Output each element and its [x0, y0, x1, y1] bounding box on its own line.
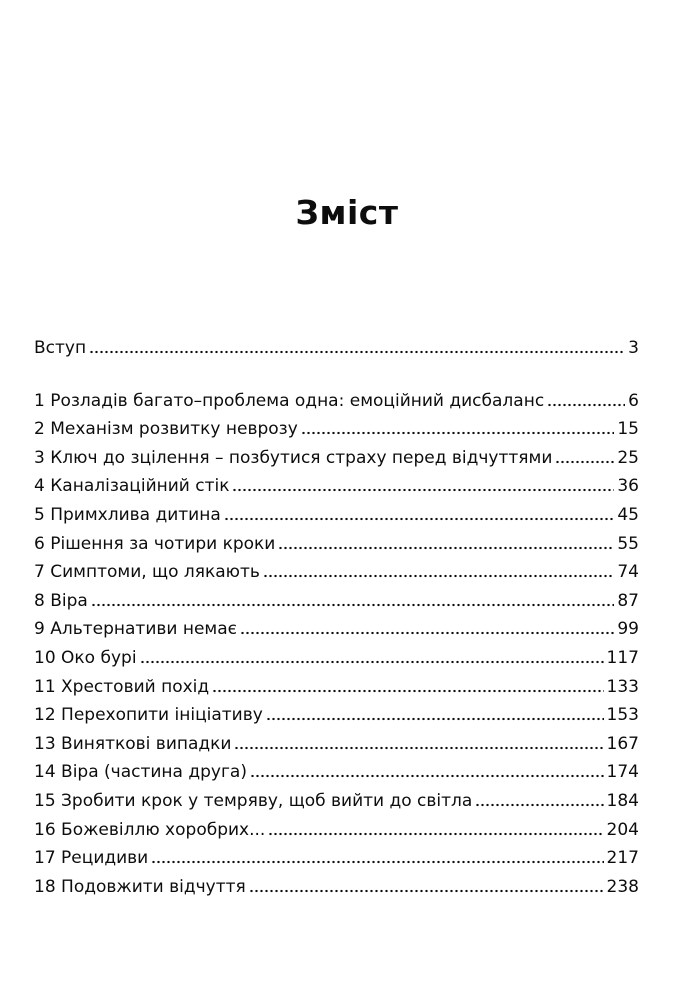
dot-leader [249, 876, 604, 893]
toc-entry-page: 153 [606, 705, 639, 726]
toc-entry-label: 3 Ключ до зцілення – позбутися страху перед відчуттями [34, 447, 553, 468]
toc-entry-label: 14 Віра (частина друга) [34, 762, 247, 783]
toc-entry [34, 818, 639, 847]
toc-entry-label: 8 Віра [34, 590, 88, 611]
toc-entry-page: 55 [617, 533, 639, 554]
dot-leader [224, 504, 615, 521]
toc-entry-page: 133 [606, 676, 639, 697]
toc-entry [34, 675, 639, 704]
toc-entry-label: 10 Око бурі [34, 647, 137, 668]
toc-entry [34, 789, 639, 818]
dot-leader [301, 418, 615, 435]
toc-entry [34, 703, 639, 732]
toc-entry-label: 2 Механізм розвитку неврозу [34, 419, 298, 440]
dot-leader [278, 533, 614, 550]
toc-entry-label: 6 Рішення за чотири кроки [34, 533, 276, 554]
toc-entry [34, 617, 639, 646]
toc-entry-label: Вступ [34, 338, 87, 358]
toc-entry [34, 532, 639, 561]
page-title: Зміст [295, 193, 399, 232]
toc-entry-page: 25 [617, 447, 639, 468]
toc-entry-page: 217 [606, 848, 639, 869]
toc-entry [34, 846, 639, 875]
toc-entry [34, 646, 639, 675]
toc-entry [34, 589, 639, 618]
dot-leader [547, 390, 625, 407]
dot-leader [89, 337, 625, 354]
toc-entry [34, 760, 639, 789]
toc-entry-label: 4 Каналізаційний стік [34, 476, 230, 497]
toc-entry-label: 13 Виняткові випадки [34, 733, 232, 754]
dot-leader [232, 475, 614, 492]
dot-leader [475, 790, 603, 807]
dot-leader [212, 676, 603, 693]
dot-leader [234, 733, 603, 750]
toc-entry-page: 184 [606, 790, 639, 811]
toc-entry [34, 875, 639, 904]
dot-leader [140, 647, 604, 664]
toc-entry-page: 204 [606, 819, 639, 840]
toc-entry-page: 117 [606, 647, 639, 668]
dot-leader [91, 590, 615, 607]
toc-entry-label: 1 Розладів багато–проблема одна: емоційний дисбаланс [34, 390, 545, 411]
toc-entry [34, 503, 639, 532]
toc-entry-page: 3 [628, 338, 639, 358]
dot-leader [266, 704, 604, 721]
toc-entry-page: 167 [606, 733, 639, 754]
toc-entry-label: 9 Альтернативи немає [34, 619, 237, 640]
toc-entry-label: 5 Примхлива дитина [34, 504, 221, 525]
toc-entry [34, 389, 639, 418]
dot-leader [240, 618, 614, 635]
toc-entry [34, 417, 639, 446]
toc-entry-page: 99 [617, 619, 639, 640]
toc-entry-label: 16 Божевіллю хоробрих... [34, 819, 266, 840]
toc-entry-page: 87 [617, 590, 639, 611]
toc-entry-label: 11 Хрестовий похід [34, 676, 210, 697]
toc-entry-label: 12 Перехопити ініціативу [34, 705, 263, 726]
toc-entry-label: 15 Зробити крок у темряву, щоб вийти до світла [34, 790, 473, 811]
toc-entry-page: 15 [617, 419, 639, 440]
toc-entry [34, 732, 639, 761]
dot-leader [268, 819, 603, 836]
toc-entry [34, 474, 639, 503]
toc-entry [34, 446, 639, 475]
toc-entry-intro [34, 336, 639, 365]
toc-entry-page: 45 [617, 504, 639, 525]
toc-entry-label: 17 Рецидиви [34, 848, 149, 869]
dot-leader [250, 761, 604, 778]
toc-entry-label: 18 Подовжити відчуття [34, 876, 246, 897]
toc-entry-page: 36 [617, 476, 639, 497]
toc-entry-page: 74 [617, 562, 639, 583]
dot-leader [151, 847, 603, 864]
dot-leader [555, 447, 614, 464]
toc-entry [34, 560, 639, 589]
toc-entry-page: 174 [606, 762, 639, 783]
dot-leader [263, 561, 614, 578]
toc-entry-label: 7 Симптоми, що лякають [34, 562, 260, 583]
table-of-contents [34, 336, 639, 903]
toc-entry-page: 238 [606, 876, 639, 897]
toc-entry-page: 6 [628, 390, 639, 411]
